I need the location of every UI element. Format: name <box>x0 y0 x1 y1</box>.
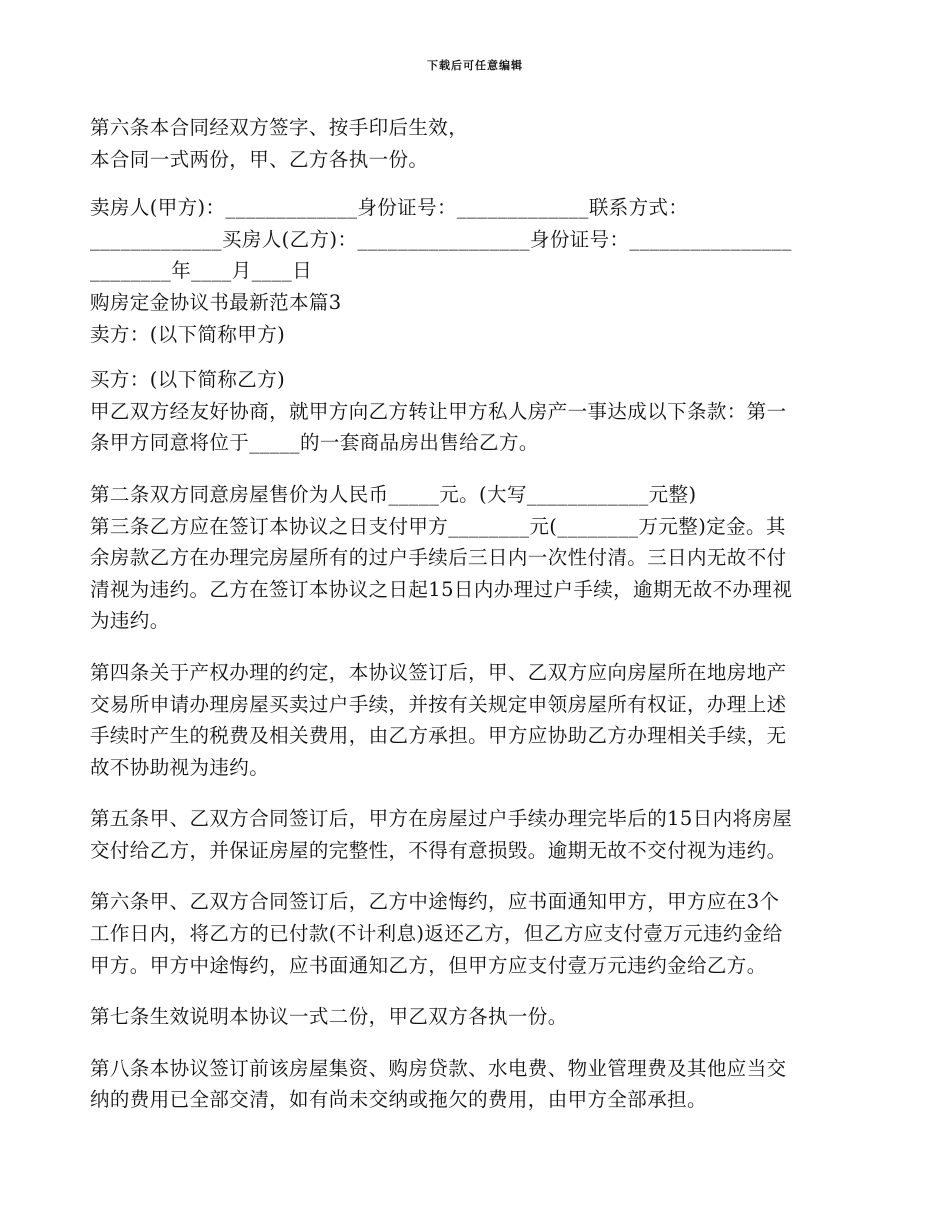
clause-six-b-line-1: 第六条甲、乙双方合同签订后，乙方中途悔约，应书面通知甲方，甲方应在3个 <box>90 890 780 914</box>
clause-eight-line-1: 第八条本协议签订前该房屋集资、购房贷款、水电费、物业管理费及其他应当交 <box>90 1056 787 1080</box>
page-header: 下载后可任意编辑 <box>427 59 523 72</box>
clause-eight-line-2: 纳的费用已全部交清，如有尚未交纳或拖欠的费用，由甲方全部承担。 <box>90 1088 707 1112</box>
clause-four-line-2: 交易所申请办理房屋买卖过户手续，并按有关规定申领房屋所有权证，办理上述 <box>90 692 787 716</box>
clause-two-line: 第二条双方同意房屋售价为人民币_____元。(大写____________元整) <box>90 482 697 506</box>
document-body <box>90 112 865 1116</box>
signature-buyer-line: _____________买房人(乙方)：_________________身份证号：________________ <box>90 227 792 251</box>
signature-seller-line: 卖房人(甲方)：_____________身份证号：_____________联系方式： <box>90 196 689 220</box>
clause-seven-line: 第七条生效说明本协议一式二份，甲乙双方各执一份。 <box>90 1005 568 1029</box>
seller-party: 卖方：(以下简称甲方) <box>90 322 286 346</box>
clause-five-line-1: 第五条甲、乙双方合同签订后，甲方在房屋过户手续办理完毕后的15日内将房屋 <box>90 807 793 831</box>
clause-six-line-1: 第六条本合同经双方签字、按手印后生效， <box>90 116 469 139</box>
preamble-line-1: 甲乙双方经友好协商，就甲方向乙方转让甲方私人房产一事达成以下条款：第一 <box>90 399 787 423</box>
buyer-party: 买方：(以下简称乙方) <box>90 368 286 392</box>
clause-six-b-line-3: 甲方。甲方中途悔约，应书面通知乙方，但甲方应支付壹万元违约金给乙方。 <box>90 953 767 977</box>
clause-three-line-1: 第三条乙方应在签订本协议之日支付甲方________元(________万元整)定金。其 <box>90 514 786 538</box>
clause-three-line-2: 余房款乙方在办理完房屋所有的过户手续后三日内一次性付清。三日内无故不付 <box>90 546 787 570</box>
clause-six-b-line-2: 工作日内，将乙方的已付款(不计利息)返还乙方，但乙方应支付壹万元违约金给 <box>90 922 783 946</box>
clause-five-line-2: 交付给乙方，并保证房屋的完整性，不得有意损毁。逾期无故不交付视为违约。 <box>90 838 787 862</box>
clause-four-line-1: 第四条关于产权办理的约定，本协议签订后，甲、乙双方应向房屋所在地房地产 <box>90 660 787 684</box>
clause-one-line: 条甲方同意将位于_____的一套商品房出售给乙方。 <box>90 431 539 455</box>
clause-three-line-4: 为违约。 <box>90 609 170 633</box>
clause-three-line-3: 清视为违约。乙方在签订本协议之日起15日内办理过户手续，逾期无故不办理视 <box>90 577 793 601</box>
clause-six-line-2: 本合同一式两份，甲、乙方各执一份。 <box>90 147 429 171</box>
clause-four-line-4: 故不协助视为违约。 <box>90 755 270 779</box>
signature-date-line: ________年____月____日 <box>90 259 313 283</box>
clause-four-line-3: 手续时产生的税费及相关费用，由乙方承担。甲方应协助乙方办理相关手续，无 <box>90 724 787 748</box>
section-title: 购房定金协议书最新范本篇3 <box>90 290 342 314</box>
